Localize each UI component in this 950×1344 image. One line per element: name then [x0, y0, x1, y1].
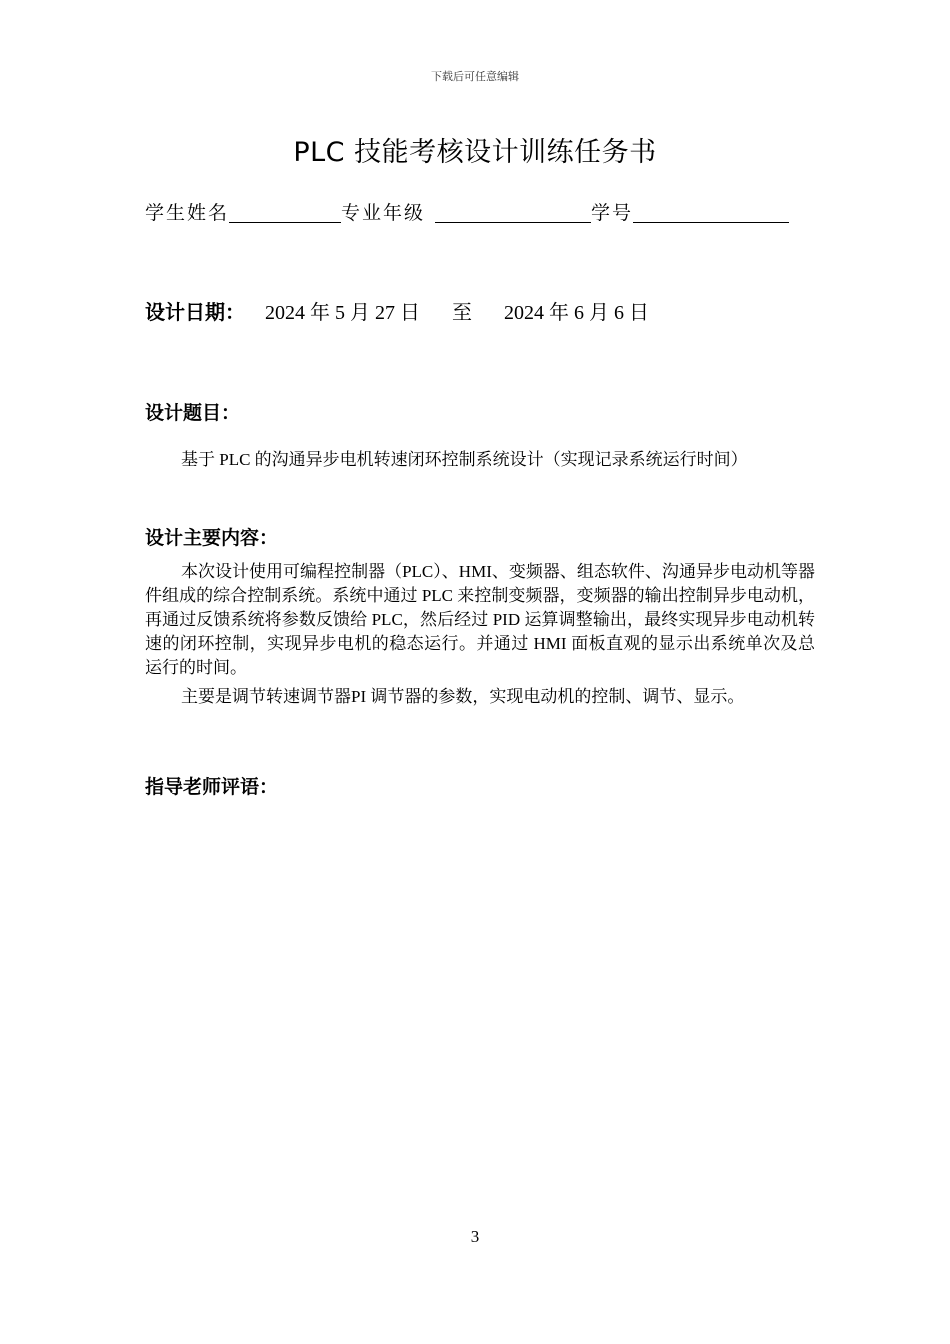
- major-grade-blank: [435, 202, 591, 223]
- design-topic-heading: 设计题目：: [145, 402, 241, 424]
- student-info-line: [145, 198, 825, 225]
- advisor-comment-heading: 指导老师评语：: [145, 776, 279, 798]
- design-content-paragraph-2: 主要是调节转速调节器PI 调节器的参数，实现电动机的控制、调节、显示。: [181, 687, 745, 706]
- student-id-blank: [633, 202, 789, 223]
- header-note: 下载后可任意编辑: [431, 70, 519, 83]
- student-name-blank: [229, 202, 341, 223]
- document-title: PLC 技能考核设计训练任务书: [293, 137, 657, 168]
- student-id-label: 学号: [591, 202, 634, 224]
- major-grade-label: 专业年级: [341, 202, 426, 224]
- design-date-end: 2024 年 6 月 6 日: [504, 302, 649, 324]
- design-content-paragraph-1: 本次设计使用可编程控制器（PLC）、HMI、变频器、组态软件、沟通异步电动机等器件组成的综合控制系统。系统中通过 PLC 来控制变频器，变频器的输出控制异步电动机，再通过反馈系统将参数反馈给 PLC，然后经过 PID 运算调整输出，最终实现异步电动机转速的闭环控制，实现异步电机的稳态运行。并通过 HMI 面板直观的显示出系统单次及总运行的时间。: [145, 562, 815, 677]
- page-number: 3: [470, 1227, 480, 1246]
- design-date-line: [145, 296, 649, 325]
- design-date-start: 2024 年 5 月 27 日: [265, 302, 420, 324]
- design-date-label: 设计日期：: [145, 300, 245, 324]
- design-date-separator: 至: [452, 300, 472, 324]
- student-name-label: 学生姓名: [145, 202, 230, 224]
- design-topic-text: 基于 PLC 的沟通异步电机转速闭环控制系统设计（实现记录系统运行时间）: [181, 450, 748, 469]
- design-content-heading: 设计主要内容：: [145, 527, 279, 549]
